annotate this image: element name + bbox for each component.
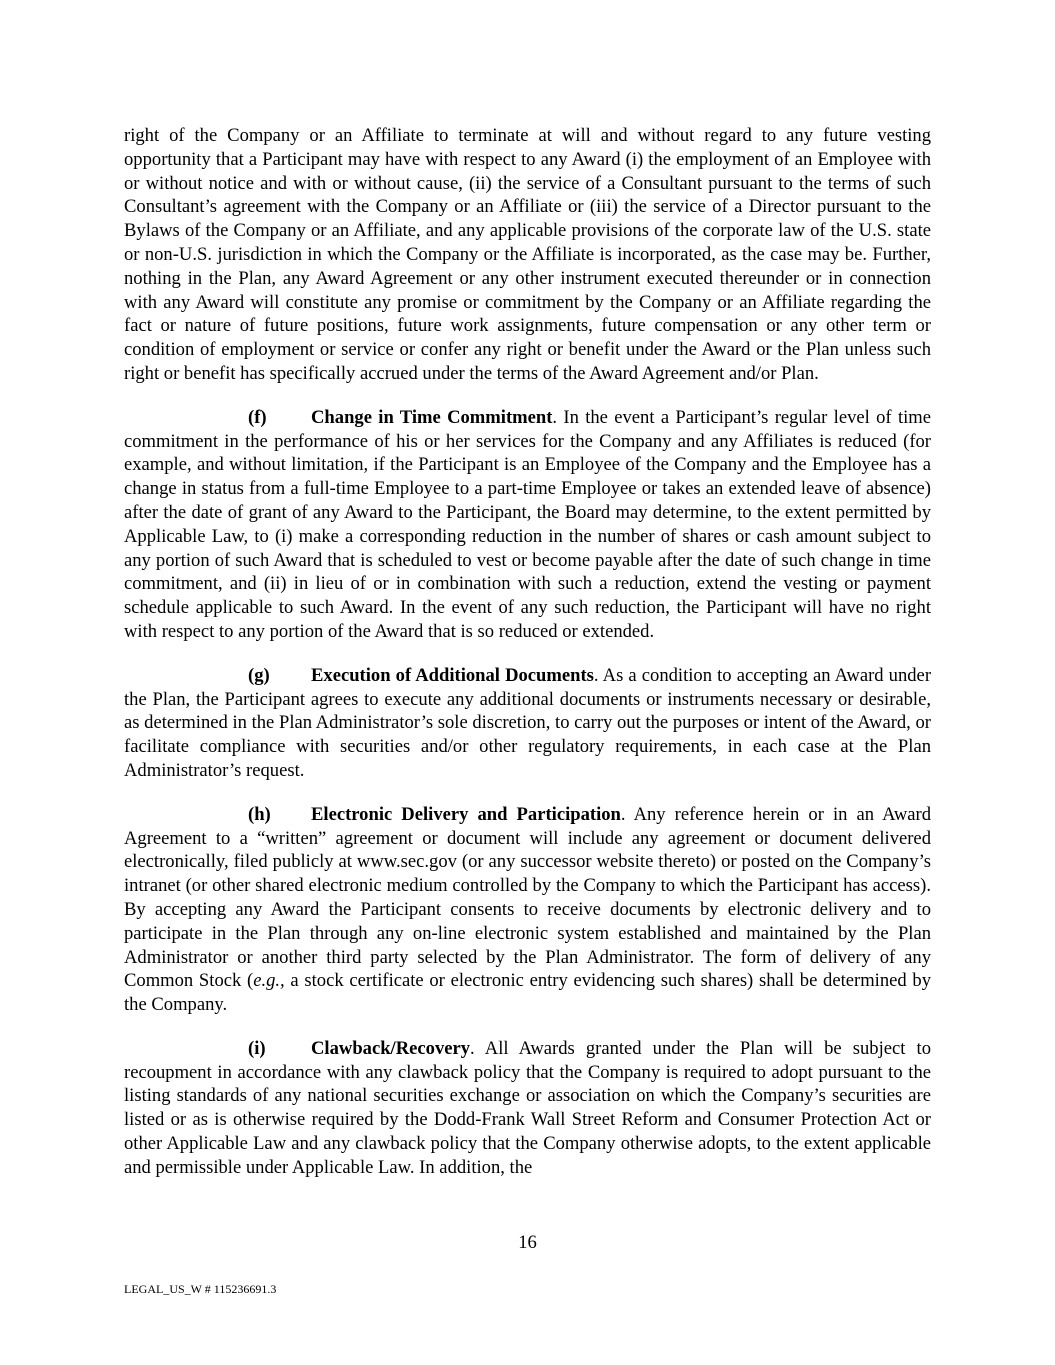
- section-i-label: (i): [248, 1037, 266, 1059]
- section-g-text: . As a condition to accepting an Award under the Plan, the Participant agrees to execute any additional documents or instruments necessary or desirable, as determined in the Plan Administrator’s sole discretion, to carry out the purposes or intent of the Award, or facilitate compliance with securities and/or other regulatory requirements, in each case at the Plan Administrator’s request.: [124, 664, 932, 781]
- document-id-footer: LEGAL_US_W # 115236691.3: [124, 1282, 277, 1296]
- continuation-paragraph: right of the Company or an Affiliate to terminate at will and without regard to any future vesting opportunity that a Participant may have with respect to any Award (i) the employment of an Employee with or without notice and with or without cause, (ii) the service of a Consultant pursuant to the terms of such Consultant’s agreement with the Company or an Affiliate or (iii) the service of a Director pursuant to the Bylaws of the Company or an Affiliate, and any applicable provisions of the corporate law of the U.S. state or non-U.S. jurisdiction in which the Company or the Affiliate is incorporated, as the case may be. Further, nothing in the Plan, any Award Agreement or any other instrument executed thereunder or in connection with any Award will constitute any promise or commitment by the Company or an Affiliate regarding the fact or nature of future positions, future work assignments, future compensation or any other term or condition of employment or service or confer any right or benefit under the Award or the Plan unless such right or benefit has specifically accrued under the terms of the Award Agreement and/or Plan.: [124, 125, 931, 384]
- section-i-paragraph: [124, 1037, 931, 1180]
- section-i-text: . All Awards granted under the Plan will be subject to recoupment in accordance with any clawback policy that the Company is required to adopt pursuant to the listing standards of any national securities exchange or association on which the Company’s securities are listed or as is otherwise required by the Dodd-Frank Wall Street Reform and Consumer Protection Act or other Applicable Law and any clawback policy that the Company otherwise adopts, to the extent applicable and permissible under Applicable Law. In addition, the: [124, 1037, 931, 1178]
- section-h-text: . Any reference herein or in an Award Agreement to a “written” agreement or document will include any agreement or document delivered electronically, filed publicly at www.sec.gov (or any successor website thereto) or posted on the Company’s intranet (or other shared electronic medium controlled by the Company to which the Participant has access). By accepting any Award the Participant consents to receive documents by electronic delivery and to participate in the Plan through any on-line electronic system established and maintained by the Plan Administrator or another third party selected by the Plan Administrator. The form of delivery of any Common Stock (: [124, 803, 931, 992]
- section-h-label: (h): [248, 803, 271, 825]
- section-h-italic-text: e.g.,: [253, 970, 285, 992]
- section-h-text-end: a stock certificate or electronic entry evidencing such shares) shall be determined by the Company.: [124, 970, 931, 1016]
- section-g-label: (g): [248, 664, 270, 686]
- section-h-paragraph: [124, 803, 931, 1017]
- section-g-title: Execution of Additional Documents: [311, 664, 594, 686]
- section-f-title: Change in Time Commitment: [311, 406, 553, 428]
- section-g-paragraph: [124, 664, 931, 783]
- section-f-paragraph: [124, 406, 931, 644]
- page-number: 16: [518, 1232, 537, 1253]
- section-f-label: (f): [248, 406, 267, 428]
- document-body: [124, 124, 931, 1200]
- section-h-title: Electronic Delivery and Participation: [311, 803, 621, 825]
- section-f-text: . In the event a Participant’s regular level of time commitment in the performance of his or her services for the Company and any Affiliates is reduced (for example, and without limitation, if the Participant is an Employee of the Company and the Employee has a change in status from a full-time Employee to a part-time Employee or takes an extended leave of absence) after the date of grant of any Award to the Participant, the Board may determine, to the extent permitted by Applicable Law, to (i) make a corresponding reduction in the number of shares or cash amount subject to any portion of such Award that is scheduled to vest or become payable after the date of such change in time commitment, and (ii) in lieu of or in combination with such a reduction, extend the vesting or payment schedule applicable to such Award. In the event of any such reduction, the Participant will have no right with respect to any portion of the Award that is so reduced or extended.: [124, 406, 931, 642]
- section-i-title: Clawback/Recovery: [311, 1037, 471, 1059]
